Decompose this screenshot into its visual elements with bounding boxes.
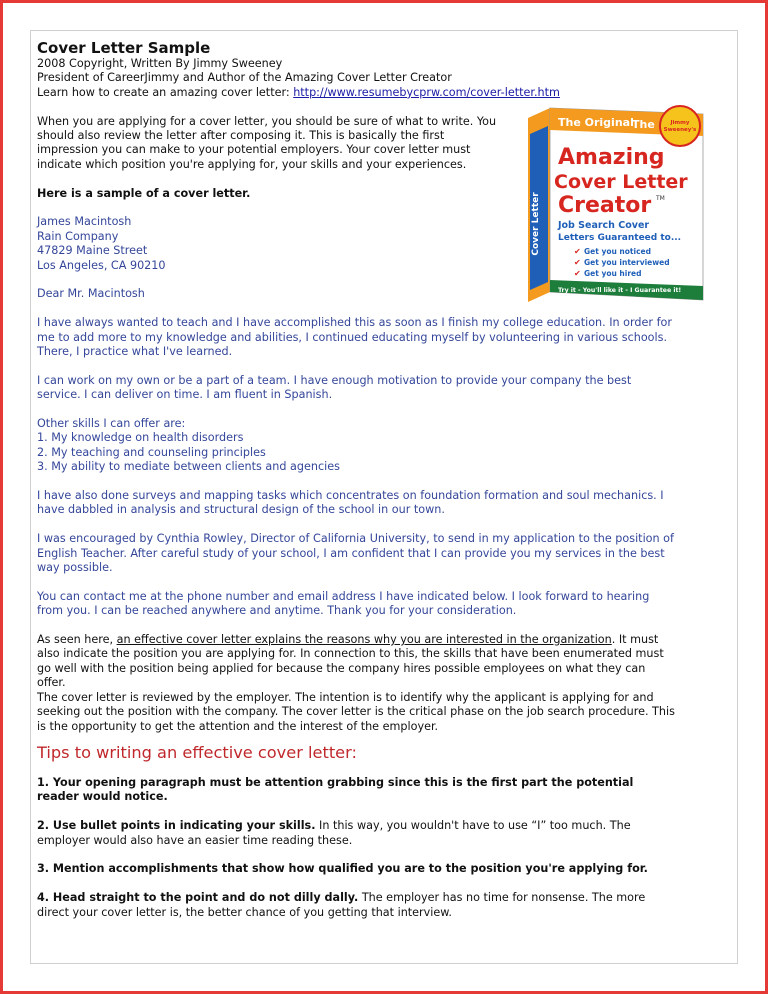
- svg-text:✔: ✔: [574, 269, 581, 278]
- address-line: James Macintosh: [37, 215, 132, 229]
- letter-paragraph-5: You can contact me at the phone number and email address I have indicated below. I look forward to hearing from you. I can be reached anywhere and anytime. Thank you for your consideration.: [37, 589, 650, 618]
- svg-text:Jimmy: Jimmy: [670, 120, 690, 126]
- address-line: 47829 Maine Street: [37, 244, 148, 258]
- address-block: [37, 215, 677, 273]
- skill-item: 2. My teaching and counseling principles: [37, 445, 266, 459]
- address-line: Rain Company: [37, 229, 119, 243]
- svg-text:Amazing: Amazing: [558, 145, 665, 170]
- svg-text:Get you hired: Get you hired: [584, 269, 642, 278]
- svg-text:The Original: The Original: [558, 116, 634, 129]
- svg-text:✔: ✔: [574, 247, 581, 256]
- svg-text:Try it - You'll like it - I Gu: Try it - You'll like it - I Guarantee it!: [558, 287, 682, 294]
- svg-text:Get you noticed: Get you noticed: [584, 247, 651, 256]
- sample-heading: Here is a sample of a cover letter.: [37, 186, 251, 200]
- intro-paragraph: When you are applying for a cover letter, you should be sure of what to write. You should also review the letter after composing it. This is basically the first impression you can make to your potential employers. Your cover letter must indicate which position you're applying for, your skills and your experiences.: [37, 114, 497, 171]
- salutation: Dear Mr. Macintosh: [37, 287, 145, 301]
- skills-block: [37, 417, 677, 475]
- skill-item: 1. My knowledge on health disorders: [37, 431, 244, 445]
- document-title: Cover Letter Sample: [37, 39, 211, 57]
- learn-prefix: Learn how to create an amazing cover letter:: [37, 85, 294, 99]
- svg-text:Cover Letter: Cover Letter: [531, 192, 541, 256]
- tip-item: 1. Your opening paragraph must be attention grabbing since this is the first part the potential reader would notice.: [37, 775, 634, 804]
- letter-paragraph-4: I was encouraged by Cynthia Rowley, Director of California University, to send in my application to the position of English Teacher. After careful study of your school, I am confident that I can provide you my services in the best way possible.: [37, 532, 674, 575]
- svg-text:Job Search Cover: Job Search Cover: [558, 220, 650, 231]
- analysis-underlined: an effective cover letter explains the reasons why you are interested in the organization: [116, 633, 612, 647]
- svg-text:Creator: Creator: [558, 193, 652, 218]
- resume-link[interactable]: http://www.resumebycprw.com/cover-letter.htm: [293, 85, 560, 99]
- skill-item: 3. My ability to mediate between clients and agencies: [37, 460, 340, 474]
- svg-text:TM: TM: [656, 195, 665, 202]
- address-line: Los Angeles, CA 90210: [37, 258, 166, 272]
- svg-text:✔: ✔: [574, 258, 581, 267]
- tips-heading: Tips to writing an effective cover letter:: [37, 742, 357, 762]
- svg-text:Get you interviewed: Get you interviewed: [584, 258, 670, 267]
- letter-paragraph-1: I have always wanted to teach and I have accomplished this as soon as I finish my college education. In order for me to add more to my knowledge and abilities, I continued educating myself by volunteering in various schools. There, I practice what I've learned.: [37, 316, 672, 359]
- analysis-paragraph-2: The cover letter is reviewed by the employer. The intention is to identify why the applicant is applying for and seeking out the position with the company. The cover letter is the critical phase on the job search procedure. This is the opportunity to get the attention and the interest of the employer.: [37, 690, 675, 733]
- svg-text:The: The: [632, 118, 655, 131]
- analysis-paragraph: As seen here, an effective cover letter explains the reasons why you are interested in the organization. It must also indicate the position you are applying for. In connection to this, the skills that have been enumerated must go well with the position being applied for because the company hires possible employees on what they can offer.: [37, 633, 664, 690]
- svg-text:Cover Letter: Cover Letter: [554, 171, 688, 193]
- copyright-line: 2008 Copyright, Written By Jimmy Sweeney: [37, 57, 283, 70]
- skills-intro: Other skills I can offer are:: [37, 417, 186, 431]
- tip-item: 4. Head straight to the point and do not dilly dally. The employer has no time for nonsense. The more direct your cover letter is, the better chance of you getting that interview.: [37, 891, 646, 919]
- document-content: [37, 39, 677, 934]
- tip-item: 3. Mention accomplishments that show how qualified you are to the position you're applying for.: [37, 862, 648, 876]
- letter-paragraph-3: I have also done surveys and mapping tasks which concentrates on foundation formation and soul mechanics. I have dabbled in analysis and structural design of the school in our town.: [37, 489, 664, 517]
- tip-item: 2. Use bullet points in indicating your skills. In this way, you wouldn't have to use “I” too much. The employer would also have an easier time reading these.: [37, 819, 631, 847]
- learn-line: [37, 86, 677, 100]
- svg-text:Letters Guaranteed to...: Letters Guaranteed to...: [558, 233, 682, 243]
- author-line: President of CareerJimmy and Author of the Amazing Cover Letter Creator: [37, 71, 452, 85]
- svg-text:Sweeney's: Sweeney's: [663, 127, 697, 133]
- letter-paragraph-2: I can work on my own or be a part of a team. I have enough motivation to provide your company the best service. I can deliver on time. I am fluent in Spanish.: [37, 373, 632, 402]
